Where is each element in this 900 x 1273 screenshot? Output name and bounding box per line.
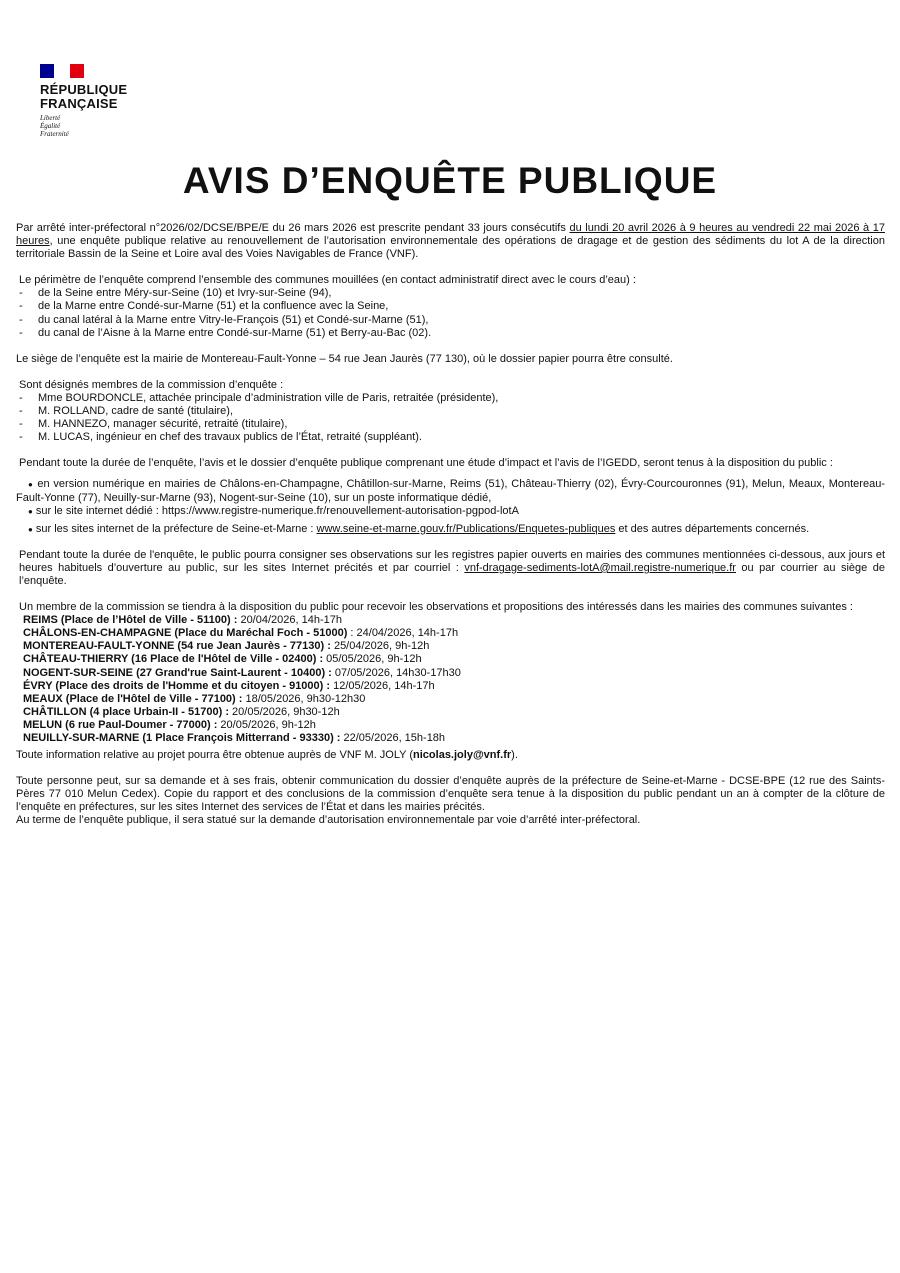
permanence-date: 12/05/2026, 14h-17h bbox=[330, 679, 435, 692]
permanence-date: 20/04/2026, 14h-17h bbox=[237, 614, 342, 627]
intro-dates: du lundi 20 avril 2026 à 9 heures au vendredi 22 mai 2026 à 17 heures bbox=[16, 222, 885, 248]
observations-text: Pendant toute la durée de l'enquête, le public pourra consigner ses observations sur les registres papier ouverts en mairies des communes mentionnées ci-dessous, aux jours et heures habituels d’ouverture au public, sur les sites Internet précités et par courriel : bbox=[19, 548, 885, 574]
permanence-date: : 24/04/2026, 14h-17h bbox=[347, 627, 459, 640]
commission-member: - M. HANNEZO, manager sécurité, retraité (titulaire), bbox=[16, 418, 885, 431]
permanence-date: 05/05/2026, 9h-12h bbox=[323, 653, 422, 666]
commission-member: - Mme BOURDONCLE, attachée principale d’administration ville de Paris, retraitée (présidente), bbox=[16, 392, 885, 405]
page-title: AVIS D’ENQUÊTE PUBLIQUE bbox=[182, 160, 718, 201]
permanence-date: 22/05/2026, 15h-18h bbox=[340, 732, 446, 744]
prefecture-text-end: et des autres départements concernés. bbox=[615, 522, 810, 535]
permanence-item bbox=[16, 614, 885, 627]
observations-paragraph bbox=[16, 549, 885, 588]
french-flag-icon bbox=[40, 64, 84, 78]
intro-paragraph bbox=[16, 222, 885, 261]
permanence-item bbox=[16, 732, 885, 745]
prefecture-text: sur les sites internet de la préfecture de Seine-et-Marne : bbox=[35, 522, 317, 535]
permanence-date: 07/05/2026, 14h30-17h30 bbox=[331, 666, 461, 679]
disposition-bullet-numerique bbox=[16, 478, 885, 504]
disposition-intro: Pendant toute la durée de l’enquête, l’avis et le dossier d’enquête publique comprenant une étude d’impact et l’avis de l’IGEDD, seront tenus à la disposition du public : bbox=[19, 457, 833, 470]
commission-member: - M. LUCAS, ingénieur en chef des travaux publics de l’État, retraité (suppléant). bbox=[16, 431, 885, 444]
perimetre-item: - de la Seine entre Méry-sur-Seine (10) et Ivry-sur-Seine (94), bbox=[16, 287, 885, 300]
logo-line-1: RÉPUBLIQUE bbox=[40, 82, 128, 97]
intro-text-end: , une enquête publique relative au renouvellement de l’autorisation environnementale des opérations de dragage et de gestion des sédiments du lot A de la direction territoriale Bassin de la Seine et Loire aval des Voies Navigables de France (VNF). bbox=[16, 235, 885, 261]
perimetre-item: - de la Marne entre Condé-sur-Marne (51) et la confluence avec la Seine, bbox=[16, 300, 885, 313]
perimetre-intro: Le périmètre de l’enquête comprend l’ensemble des communes mouillées (en contact administratif direct avec le cours d’eau) : bbox=[19, 274, 636, 287]
permanence-date: 20/05/2026, 9h-12h bbox=[217, 718, 316, 731]
contact-email[interactable]: nicolas.joly@vnf.fr bbox=[413, 749, 512, 762]
commission-intro: Sont désignés membres de la commission d’enquête : bbox=[19, 378, 284, 391]
permanence-date: 18/05/2026, 9h30-12h30 bbox=[242, 692, 366, 705]
permanence-place: MELUN (6 rue Paul-Doumer - 77000) : bbox=[23, 718, 218, 731]
terme-paragraph: Au terme de l’enquête publique, il sera statué sur la demande d’autorisation environnementale par voie d’arrêté inter-préfectoral. bbox=[16, 814, 641, 827]
info-text: Toute information relative au projet pourra être obtenue auprès de VNF M. JOLY ( bbox=[16, 749, 414, 762]
document-body bbox=[16, 222, 885, 828]
observations-text-end: ou par courrier au siège de l’enquête. bbox=[19, 561, 885, 587]
permanence-item bbox=[16, 640, 885, 653]
permanence-place: NEUILLY-SUR-MARNE (1 Place François Mitterrand - 93330) : bbox=[23, 732, 341, 744]
permanence-item bbox=[16, 680, 885, 693]
prefecture-link[interactable]: www.seine-et-marne.gouv.fr/Publications/Enquetes-publiques bbox=[316, 522, 616, 535]
registre-email-link[interactable]: vnf-dragage-sediments-lotA@mail.registre-numerique.fr bbox=[464, 561, 736, 574]
info-text-end: ). bbox=[511, 749, 518, 762]
permanence-place: NOGENT-SUR-SEINE (27 Grand'rue Saint-Laurent - 10400) : bbox=[23, 666, 332, 679]
permanence-date: 20/05/2026, 9h30-12h bbox=[228, 705, 340, 718]
permanence-item bbox=[16, 706, 885, 719]
bullet-icon: ● bbox=[28, 506, 33, 516]
permanence-item bbox=[16, 693, 885, 706]
disposition-numerique-text: en version numérique en mairies de Châlons-en-Champagne, Châtillon-sur-Marne, Reims (51), Château-Thierry (02), Évry-Courcouronnes (91), Melun, Meaux, Montereau-Fault-Yonne (77), Neuilly-sur-Marne (93), Nogent-sur-Seine (10), sur un poste informatique dédié, bbox=[16, 478, 885, 504]
permanence-item bbox=[16, 653, 885, 666]
permanences-list bbox=[16, 614, 885, 745]
disposition-bullet-prefecture bbox=[16, 523, 885, 536]
permanence-item bbox=[16, 719, 885, 732]
bullet-icon: ● bbox=[28, 524, 33, 534]
permanence-place: REIMS (Place de l’Hôtel de Ville - 51100) : bbox=[23, 614, 238, 627]
commission-member: - M. ROLLAND, cadre de santé (titulaire), bbox=[16, 405, 885, 418]
bullet-icon: ● bbox=[28, 480, 34, 490]
permanence-place: CHÂTEAU-THIERRY (16 Place de l'Hôtel de Ville - 02400) : bbox=[23, 653, 324, 666]
perimetre-item: - du canal latéral à la Marne entre Vitry-le-François (51) et Condé-sur-Marne (51), bbox=[16, 314, 885, 327]
permanence-item bbox=[16, 627, 885, 640]
registre-url-text: sur le site internet dédié : https://www.registre-numerique.fr/renouvellement-autorisation-pgpod-lotA bbox=[35, 504, 519, 517]
motto-liberte: Liberté bbox=[40, 114, 61, 122]
republique-francaise-logo bbox=[40, 64, 150, 138]
info-paragraph bbox=[16, 749, 885, 762]
permanence-place: CHÂLONS-EN-CHAMPAGNE (Place du Maréchal Foch - 51000) bbox=[23, 627, 348, 640]
motto-fraternite: Fraternité bbox=[40, 130, 69, 138]
permanence-place: MEAUX (Place de l'Hôtel de Ville - 77100) : bbox=[23, 692, 243, 705]
logo-line-2: FRANÇAISE bbox=[40, 96, 118, 111]
motto-egalite: Égalité bbox=[40, 122, 61, 130]
permanence-place: MONTEREAU-FAULT-YONNE (54 rue Jean Jaurès - 77130) : bbox=[23, 640, 331, 653]
permanence-item bbox=[16, 667, 885, 680]
communication-paragraph: Toute personne peut, sur sa demande et à ses frais, obtenir communication du dossier d’enquête auprès de la préfecture de Seine-et-Marne - DCSE-BPE (12 rue des Saints-Pères 77 010 Melun Cedex). Copie du rapport et des conclusions de la commission d’enquête sera tenue à la disposition du public pendant un an à compter de la clôture de l’enquête en préfectures, sur les sites Internet des services de l’État et dans les mairies précités. bbox=[16, 775, 885, 814]
permanence-place: ÉVRY (Place des droits de l'Homme et du citoyen - 91000) : bbox=[23, 679, 331, 692]
intro-text-start: Par arrêté inter-préfectoral n°2026/02/DCSE/BPE/E du 26 mars 2026 est prescrite pendant 33 jours consécutifs bbox=[16, 222, 570, 234]
siege-paragraph: Le siège de l’enquête est la mairie de Montereau-Fault-Yonne – 54 rue Jean Jaurès (77 130), où le dossier papier pourra être consulté. bbox=[16, 352, 673, 365]
permanence-date: 25/04/2026, 9h-12h bbox=[330, 640, 430, 653]
disposition-bullet-site bbox=[16, 505, 885, 518]
perimetre-item: - du canal de l’Aisne à la Marne entre Condé-sur-Marne (51) et Berry-au-Bac (02). bbox=[16, 327, 885, 340]
logo-motto bbox=[40, 114, 150, 138]
permanence-place: CHÂTILLON (4 place Urbain-II - 51700) : bbox=[23, 705, 229, 718]
permanences-intro: Un membre de la commission se tiendra à la disposition du public pour recevoir les observations et propositions des intéressés dans les mairies des communes suivantes : bbox=[19, 601, 853, 614]
